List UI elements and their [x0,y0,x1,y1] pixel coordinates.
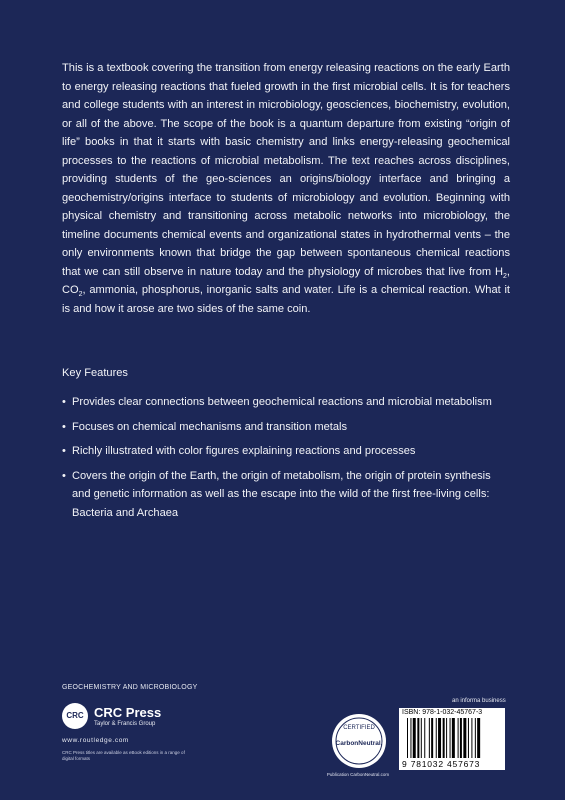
carbon-badge-top: CERTIFIED [343,725,375,731]
carbon-caption: Publication CarbonNeutral.com [326,772,390,777]
co2-subscript: 2 [78,291,83,299]
h2-subscript: 2 [503,272,507,280]
bullet-icon: • [62,396,66,408]
list-item: • Provides clear connections between geochemical reactions and microbial metabolism [62,393,502,412]
isbn-text: ISBN: 978-1-032-45767-3 [402,709,483,716]
key-features-list [62,393,502,528]
ebook-note: CRC Press titles are available as eBook editions in a range of digital formats [62,750,185,761]
carbon-neutral-badge-icon [330,712,388,770]
blurb-text-2: , ammonia, phosphorus, inorganic salts and water. Life is a chemical reaction. What it is and how it arose are two sides of the same coin. [62,284,510,315]
website-link: www.routledge.com [62,737,129,744]
blurb-text-mid: , CO [62,265,510,296]
barcode-icon [407,718,501,758]
publisher-tagline: Taylor & Francis Group [94,721,156,727]
crc-logo-icon: CRC [62,703,88,729]
key-features-title: Key Features [62,367,128,379]
informa-label: an informa business [452,698,506,704]
series-label: GEOCHEMISTRY AND MICROBIOLOGY [62,684,198,691]
blurb-text-1: This is a textbook covering the transition from energy releasing reactions on the early Earth to energy releasing reactions that fueled growth in the first microbial cells. It is for teachers and college students with an interest in microbiology, geosciences, biochemistry, evolution, or all of the above. The scope of the book is a quantum departure from existing “origin of life” books in that it starts with basic chemistry and links energy-releasing geochemical processes to the reactions of microbial metabolism. The text reaches across disciplines, providing students of the geo-sciences an origins/biology interface and bringing a geochemistry/origins interface to students of microbiology and evolution. Beginning with physical chemistry and transitioning across metabolic networks into microbiology, the timeline documents chemical events and organizational states in hydrothermal vents – the only environments known that bridge the gap between spontaneous chemical reactions that we can still observe in nature today and the physiology of microbes that live from H [62,62,510,278]
publisher-logo [62,703,212,733]
barcode-number: 9 781032 457673 [402,759,481,769]
list-item: • Focuses on chemical mechanisms and transition metals [62,418,502,437]
isbn-barcode [399,708,505,770]
list-item: • Covers the origin of the Earth, the origin of metabolism, the origin of protein synthesis and genetic information as well as the escape into the wild of the first free-living cells: Bacteria and Archaea [62,467,502,523]
bullet-icon: • [62,420,66,433]
bullet-icon: • [62,445,66,457]
bullet-icon: • [62,469,66,482]
carbon-badge-main: CarbonNeutral. [335,740,383,747]
publisher-name: CRC Press [94,705,162,720]
back-cover-blurb [62,59,510,318]
list-item: • Richly illustrated with color figures explaining reactions and processes [62,442,502,461]
